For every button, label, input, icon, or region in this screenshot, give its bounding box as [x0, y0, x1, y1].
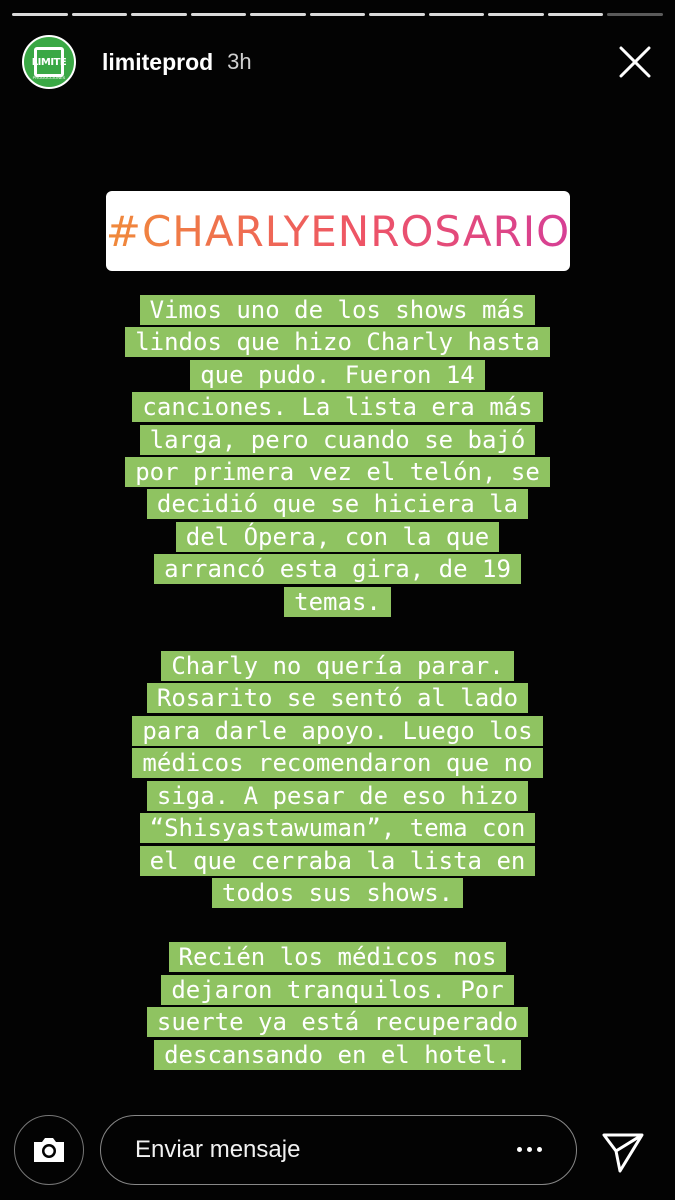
progress-segment [131, 13, 187, 16]
story-text [87, 294, 588, 1103]
text-line: que pudo. Fueron 14 [190, 360, 485, 390]
text-line: canciones. La lista era más [132, 392, 542, 422]
send-icon[interactable] [598, 1127, 648, 1177]
progress-segment [250, 13, 306, 16]
story-paragraph [87, 941, 588, 1071]
progress-segment [548, 13, 604, 16]
story-paragraph [87, 650, 588, 909]
progress-segment [72, 13, 128, 16]
text-line: lindos que hizo Charly hasta [125, 327, 550, 357]
text-line: por primera vez el telón, se [125, 457, 550, 487]
text-line: dejaron tranquilos. Por [161, 975, 513, 1005]
close-icon[interactable] [615, 42, 655, 82]
progress-segment-current [607, 13, 663, 16]
story-header [22, 34, 655, 90]
text-line: suerte ya está recuperado [147, 1007, 528, 1037]
progress-segment [191, 13, 247, 16]
hashtag-sticker[interactable] [106, 191, 570, 271]
text-line: Recién los médicos nos [169, 942, 507, 972]
camera-icon [31, 1135, 67, 1165]
text-line: siga. A pesar de eso hizo [147, 781, 528, 811]
text-line: decidió que se hiciera la [147, 489, 528, 519]
text-line: el que cerraba la lista en [140, 846, 536, 876]
limite-logo: LIMITE [34, 47, 64, 77]
post-time: 3h [227, 49, 252, 74]
text-line: larga, pero cuando se bajó [140, 425, 536, 455]
message-placeholder: Enviar mensaje [135, 1136, 301, 1163]
logo-subtext: PRODUCCIONES [32, 75, 66, 80]
text-line: Rosarito se sentó al lado [147, 683, 528, 713]
hashtag-text: #CHARLYENROSARIO [105, 206, 571, 256]
username[interactable]: limiteprod [102, 48, 214, 75]
message-input[interactable] [100, 1115, 577, 1185]
text-line: para darle apoyo. Luego los [132, 716, 542, 746]
avatar[interactable] [22, 35, 76, 89]
more-icon[interactable] [517, 1147, 542, 1152]
text-line: médicos recomendaron que no [132, 748, 542, 778]
text-line: “Shisyastawuman”, tema con [140, 813, 536, 843]
progress-segment [12, 13, 68, 16]
reply-bar [0, 1112, 675, 1184]
text-line: temas. [284, 587, 391, 617]
progress-segment [369, 13, 425, 16]
story-progress-bar [12, 13, 663, 16]
text-line: descansando en el hotel. [154, 1040, 521, 1070]
text-line: del Ópera, con la que [176, 522, 499, 552]
text-line: Vimos uno de los shows más [140, 295, 536, 325]
progress-segment [488, 13, 544, 16]
progress-segment [310, 13, 366, 16]
text-line: todos sus shows. [212, 878, 463, 908]
story-paragraph [87, 294, 588, 618]
text-line: Charly no quería parar. [161, 651, 513, 681]
camera-button[interactable] [14, 1115, 84, 1185]
text-line: arrancó esta gira, de 19 [154, 554, 521, 584]
progress-segment [429, 13, 485, 16]
